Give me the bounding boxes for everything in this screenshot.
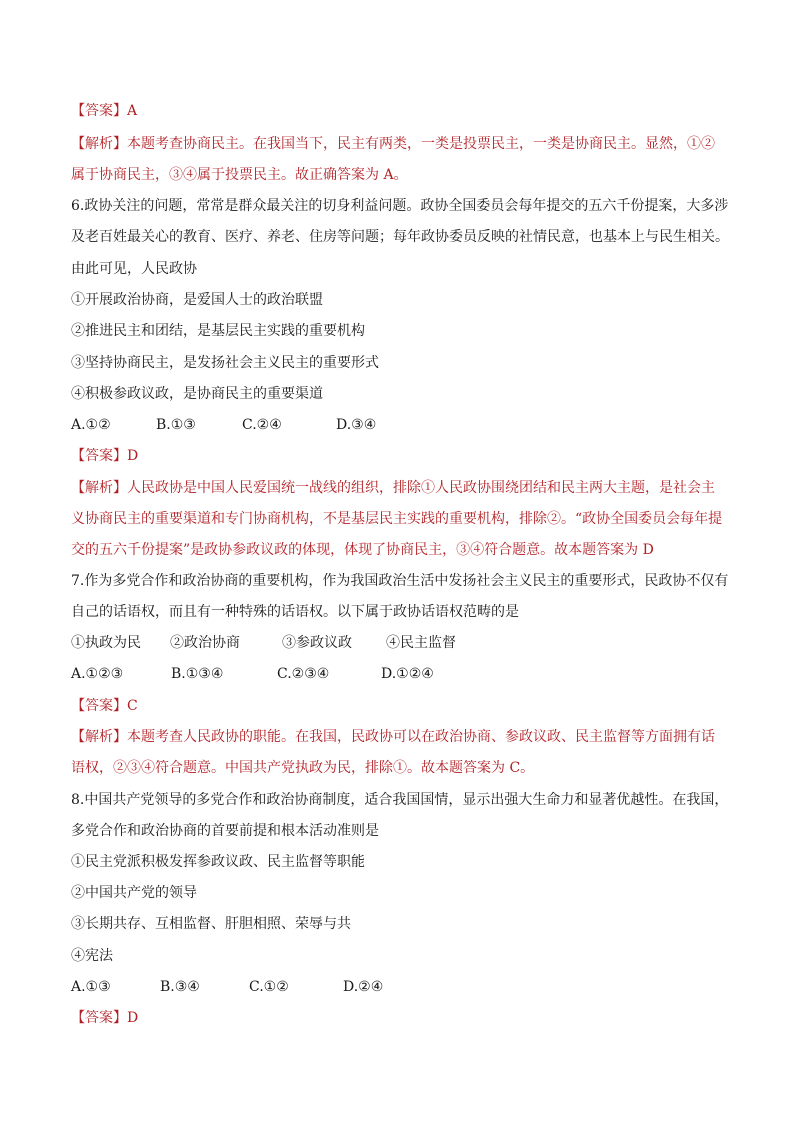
option-d: D.②④ — [343, 979, 384, 995]
question-6-options — [71, 415, 376, 435]
analysis-line-q7-1 — [71, 727, 715, 747]
answer-value: C — [127, 698, 138, 714]
question-8-statement-2: ②中国共产党的领导 — [71, 885, 197, 901]
analysis-tag: 【解析】 — [71, 136, 127, 152]
question-8-statement-4: ④宪法 — [71, 948, 113, 964]
question-8-line-2: 多党合作和政治协商的首要前提和根本活动准则是 — [71, 823, 379, 839]
option-a: A.①② — [71, 417, 111, 433]
option-b: B.③④ — [160, 979, 200, 995]
answer-line-q8 — [71, 1008, 138, 1028]
option-b: B.①③④ — [171, 666, 224, 682]
option-d: D.③④ — [336, 417, 377, 433]
question-8-statement-3: ③长期共存、互相监督、肝胆相照、荣辱与共 — [71, 916, 351, 932]
answer-line-q5 — [71, 101, 137, 121]
question-7-statements — [71, 633, 456, 653]
answer-tag: 【答案】 — [71, 448, 127, 464]
statement-2: ②政治协商 — [170, 635, 240, 651]
question-6-line-3: 由此可见，人民政协 — [71, 261, 197, 277]
answer-tag: 【答案】 — [71, 1010, 127, 1026]
question-6-statement-2: ②推进民主和团结，是基层民主实践的重要机构 — [71, 323, 365, 339]
analysis-text: 本题考查人民政协的职能。在我国，民政协可以在政治协商、参政议政、民主监督等方面拥有话 — [127, 729, 715, 745]
question-7-line-2: 自己的话语权，而且有一种特殊的话语权。以下属于政协话语权范畴的是 — [71, 604, 519, 620]
option-a: A.①②③ — [71, 666, 124, 682]
option-c: C.①② — [249, 979, 289, 995]
statement-1: ①执政为民 — [71, 635, 141, 651]
option-c: C.②③④ — [277, 666, 330, 682]
answer-value: D — [127, 448, 139, 464]
analysis-line-q5-1 — [71, 134, 715, 154]
question-8-statement-1: ①民主党派积极发挥参政议政、民主监督等职能 — [71, 854, 365, 870]
statement-3: ③参政议政 — [282, 635, 352, 651]
question-8-options — [71, 977, 383, 997]
question-6-statement-1: ①开展政治协商，是爱国人士的政治联盟 — [71, 292, 323, 308]
answer-value: A — [127, 103, 138, 119]
analysis-line-q5-2: 属于协商民主，③④属于投票民主。故正确答案为 A。 — [71, 167, 408, 183]
analysis-line-q7-2: 语权，②③④符合题意。中国共产党执政为民，排除①。故本题答案为 C。 — [71, 760, 535, 776]
answer-tag: 【答案】 — [71, 698, 127, 714]
analysis-tag: 【解析】 — [71, 480, 127, 496]
statement-4: ④民主监督 — [386, 635, 456, 651]
option-a: A.①③ — [71, 979, 111, 995]
answer-tag: 【答案】 — [71, 103, 127, 119]
question-8-line-1: 8.中国共产党领导的多党合作和政治协商制度，适合我国国情，显示出强大生命力和显著优越性。在我国， — [71, 792, 729, 808]
question-6-line-1: 6.政协关注的问题，常常是群众最关注的切身利益问题。政协全国委员会每年提交的五六千份提案，大多涉 — [71, 198, 729, 214]
option-b: B.①③ — [156, 417, 196, 433]
question-6-line-2: 及老百姓最关心的教育、医疗、养老、住房等问题；每年政协委员反映的社情民意，也基本上与民生相关。 — [71, 229, 729, 245]
option-d: D.①②④ — [381, 666, 434, 682]
option-c: C.②④ — [242, 417, 282, 433]
question-7-options — [71, 664, 434, 684]
analysis-line-q6-3: 交的五六千份提案”是政协参政议政的体现，体现了协商民主，③④符合题意。故本题答案为 D — [71, 542, 654, 558]
answer-line-q7 — [71, 696, 138, 716]
analysis-text: 本题考查协商民主。在我国当下，民主有两类，一类是投票民主，一类是协商民主。显然，①② — [127, 136, 715, 152]
analysis-tag: 【解析】 — [71, 729, 127, 745]
analysis-line-q6-2: 义协商民主的重要渠道和专门协商机构，不是基层民主实践的重要机构，排除②。“政协全国委员会每年提 — [71, 511, 723, 527]
question-6-statement-3: ③坚持协商民主，是发扬社会主义民主的重要形式 — [71, 355, 379, 371]
answer-value: D — [127, 1010, 139, 1026]
analysis-text: 人民政协是中国人民爱国统一战线的组织，排除①人民政协围绕团结和民主两大主题，是社会主 — [127, 480, 715, 496]
answer-line-q6 — [71, 446, 138, 466]
question-6-statement-4: ④积极参政议政，是协商民主的重要渠道 — [71, 386, 323, 402]
analysis-line-q6-1 — [71, 478, 715, 498]
question-7-line-1: 7.作为多党合作和政治协商的重要机构，作为我国政治生活中发扬社会主义民主的重要形式，民政协不仅有 — [71, 573, 729, 589]
